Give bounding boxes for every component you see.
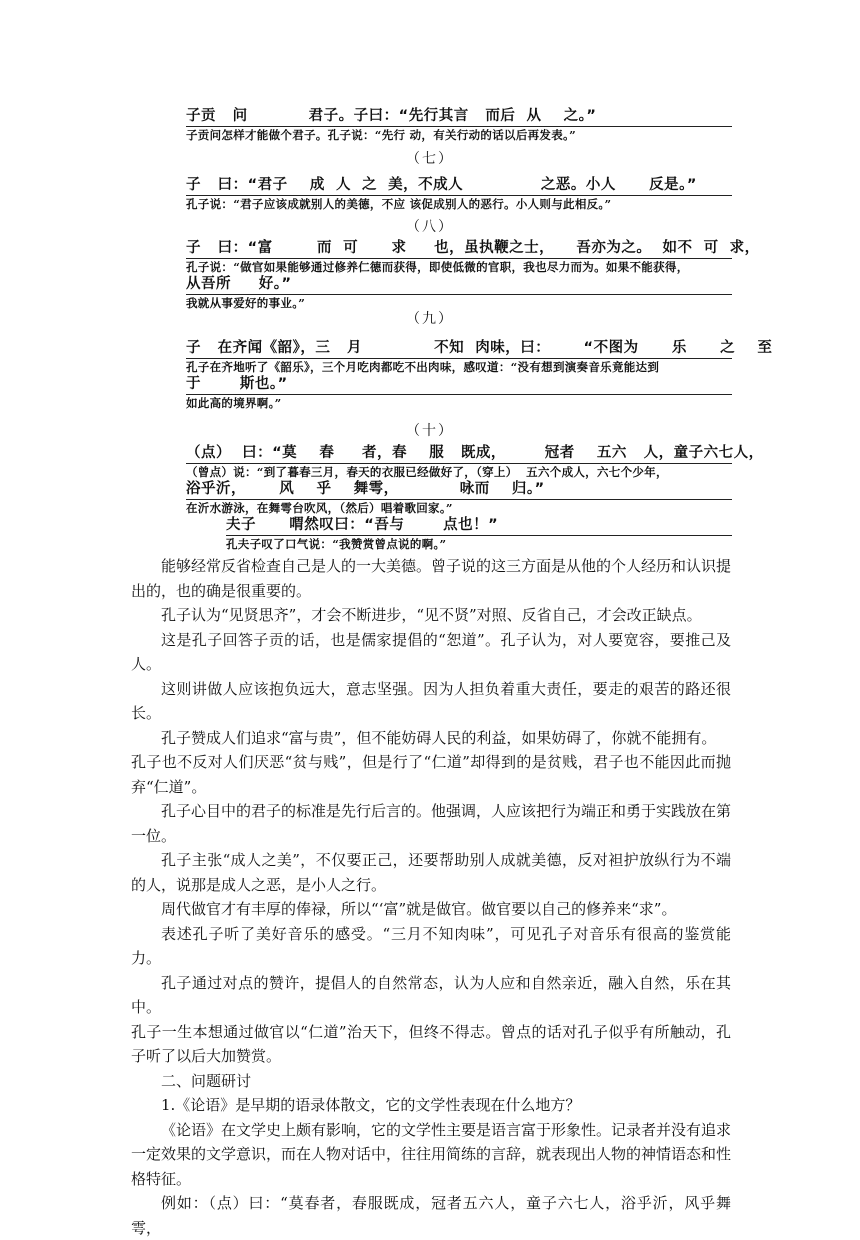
commentary-paragraph: 孔子心目中的君子的标准是先行后言的。他强调，人应该把行为端正和勇于实践放在第一位。 bbox=[131, 802, 732, 845]
section-number-7: （七） bbox=[406, 151, 454, 167]
translation-line: 孔夫子叹了口气说：“我赞赏曾点说的啊。” bbox=[226, 537, 447, 551]
classical-text-line: 子 在齐闻《韶》，三 月 不知 肉味，曰： “不图为 乐 之 至 bbox=[186, 339, 732, 359]
commentary-paragraph: 孔子也不反对人们厌恶“贫与贱”，但是行了“仁道”却得到的是贫贱，君子也不能因此而抛弃“仁道”。 bbox=[131, 753, 731, 796]
classical-text-line: 夫子 喟然叹曰：“吾与 点也！” bbox=[226, 516, 732, 536]
classical-text-line: 浴乎沂， 风 乎 舞雩， 咏而 归。” bbox=[186, 480, 732, 500]
classical-text-line: 子 曰：“君子 成 人 之 美，不成人 之恶。小人 反是。” bbox=[186, 176, 732, 196]
commentary-paragraph: 孔子通过对点的赞许，提倡人的自然常态，认为人应和自然亲近，融入自然，乐在其中。 bbox=[131, 973, 731, 1016]
passage-7-block bbox=[186, 176, 732, 212]
section-number-8: （八） bbox=[406, 219, 454, 235]
translation-line: 我就从事爱好的事业。” bbox=[186, 296, 306, 310]
commentary-paragraph: 孔子一生本想通过做官以“仁道”治天下，但终不得志。曾点的话对孔子似乎有所触动，孔子听了以后大加赞赏。 bbox=[131, 1022, 731, 1065]
question-text: 1.《论语》是早期的语录体散文，它的文学性表现在什么地方？ bbox=[161, 1096, 581, 1114]
commentary-paragraph: 能够经常反省检查自己是人的一大美德。曾子说的这三方面是从他的个人经历和认识提出的，也的确是很重要的。 bbox=[131, 557, 732, 600]
translation-line: 子贡问怎样才能做个君子。孔子说：“先行 动，有关行动的话以后再发表。” bbox=[186, 128, 576, 142]
classical-text-line: 子 曰：“富 而 可 求 也，虽执鞭之士， 吾亦为之。 如不 可 求， bbox=[186, 239, 732, 259]
answer-paragraph: 《论语》在文学史上颇有影响，它的文学性主要是语言富于形象性。记录者并没有追求一定效果的文学意识，而在人物对话中，往往用简练的言辞，就表现出人物的神情语态和性格特征。 bbox=[131, 1120, 732, 1188]
section-number-10: （十） bbox=[406, 423, 454, 439]
classical-text-line: 从吾所 好。” bbox=[186, 275, 732, 295]
translation-line: 孔子在齐地听了《韶乐》，三个月吃肉都吃不出肉味，感叹道：“没有想到演奏音乐竟能达到 bbox=[186, 360, 660, 374]
example-paragraph: 例如：（点）曰：“莫春者，春服既成，冠者五六人，童子六七人，浴乎沂，风乎舞雩， bbox=[131, 1194, 731, 1237]
classical-text-line: 于 斯也。” bbox=[186, 375, 732, 395]
classical-text-line: （点） 曰：“莫 春 者，春 服 既成， 冠者 五六 人，童子六七人， bbox=[186, 444, 732, 464]
commentary-paragraph: 周代做官才有丰厚的俸禄，所以“‘富”就是做官。做官要以自己的修养来“求”。 bbox=[161, 900, 677, 918]
commentary-paragraph: 孔子主张“成人之美”，不仅要正己，还要帮助别人成就美德，反对袒护放纵行为不端的人，说那是成人之恶，是小人之行。 bbox=[131, 851, 731, 894]
translation-line: 孔子说：“君子应该成就别人的美德，不应 该促成别人的恶行。小人则与此相反。” bbox=[186, 197, 612, 211]
passage-9-block bbox=[186, 339, 773, 411]
commentary-paragraph: 这则讲做人应该抱负远大，意志坚强。因为人担负着重大责任，要走的艰苦的路还很长。 bbox=[131, 679, 731, 722]
commentary-paragraph: 孔子认为“见贤思齐”，才会不断进步，“见不贤”对照、反省自己，才会改正缺点。 bbox=[161, 606, 702, 624]
passage-8-block bbox=[186, 239, 760, 311]
translation-line: （曾点）说：“到了暮春三月，春天的衣服已经做好了，（穿上） 五六个成人，六七个少年， bbox=[186, 465, 668, 479]
translation-line: 如此高的境界啊。” bbox=[186, 396, 282, 410]
commentary-paragraph: 孔子赞成人们追求“富与贵”，但不能妨碍人民的利益，如果妨碍了，你就不能拥有。 bbox=[161, 728, 717, 747]
passage-10-block bbox=[186, 444, 764, 552]
commentary-paragraph: 表述孔子听了美好音乐的感受。“三月不知肉味”，可见孔子对音乐有很高的鉴赏能力。 bbox=[131, 924, 731, 967]
translation-line: 孔子说：“做官如果能够通过修养仁德而获得，即使低微的官职，我也尽力而为。如果不能获得， bbox=[186, 260, 689, 274]
classical-text-line: 子贡 问 君子。子曰：“先行其言 而后 从 之。” bbox=[186, 107, 732, 127]
section-number-9: （九） bbox=[406, 311, 454, 327]
passage-6-block bbox=[186, 107, 732, 143]
commentary-paragraph: 这是孔子回答子贡的话，也是儒家提倡的“恕道”。孔子认为，对人要宽容，要推己及人。 bbox=[131, 630, 731, 673]
section-heading: 二、问题研讨 bbox=[161, 1071, 252, 1090]
commentary-body bbox=[131, 554, 731, 1240]
translation-line: 在沂水游泳，在舞雩台吹风，（然后）唱着歌回家。” bbox=[186, 501, 453, 515]
